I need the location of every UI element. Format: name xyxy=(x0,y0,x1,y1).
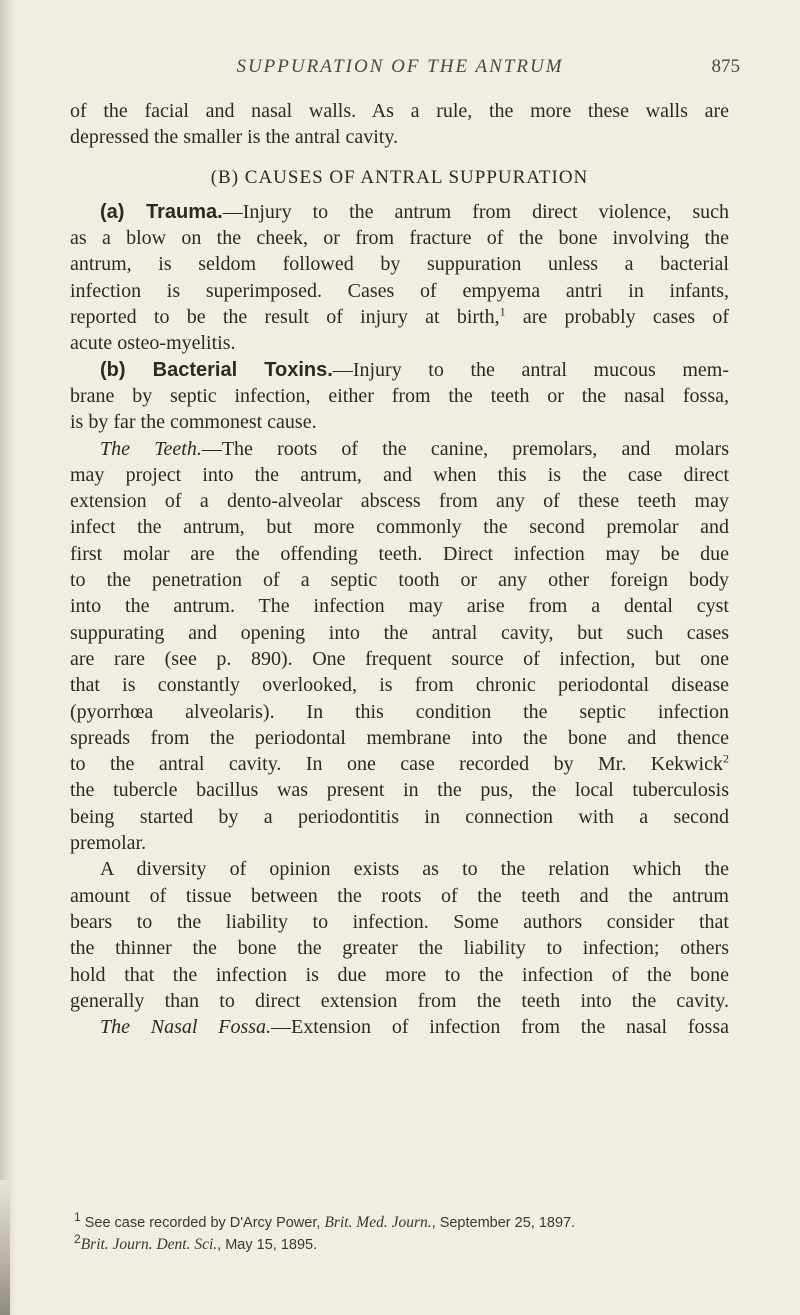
subsection-label-bacterial-toxins: (b) Bacterial Toxins. xyxy=(100,358,333,381)
page-header xyxy=(0,52,800,86)
text-line: the tubercle bacillus was present in the pus, the local tuberculosis xyxy=(70,779,729,802)
text-line: infect the antrum, but more commonly the second premolar and xyxy=(70,516,729,539)
footnotes xyxy=(74,1212,734,1256)
text-line xyxy=(70,436,729,462)
text-line: brane by septic infection, either from the teeth or the nasal fossa, xyxy=(70,384,729,407)
text-line: depressed the smaller is the antral cavity. xyxy=(70,126,399,149)
text-run: See case recorded by D'Arcy Power, xyxy=(80,1215,325,1231)
text-line: first molar are the offending teeth. Direct infection may be due xyxy=(70,542,729,565)
text-line: that is constantly overlooked, is from chronic periodontal disease xyxy=(70,674,729,697)
text-run: , September 25, 1897. xyxy=(431,1215,576,1231)
text-line: hold that the infection is due more to the infection of the bone xyxy=(70,963,729,986)
text-line: are rare (see p. 890). One frequent source of infection, but one xyxy=(70,647,729,670)
footnote-ref: 1 xyxy=(499,304,506,319)
citation-title: Brit. Med. Journ. xyxy=(324,1214,432,1231)
section-heading: (B) CAUSES OF ANTRAL SUPPURATION xyxy=(210,166,589,188)
text-line: antrum, is seldom followed by suppuration unless a bacterial xyxy=(70,253,729,276)
text-line: amount of tissue between the roots of the teeth and the antrum xyxy=(70,884,729,907)
text-line: as a blow on the cheek, or from fracture of the bone involving the xyxy=(70,227,729,250)
text-line: is by far the commonest cause. xyxy=(70,411,317,434)
text-line: extension of a dento-alveolar abscess from any of these teeth may xyxy=(70,490,729,513)
citation-title: Brit. Journ. Dent. Sci. xyxy=(80,1236,218,1253)
text-line: spreads from the periodontal membrane into the bone and thence xyxy=(70,726,729,749)
text-line: to the penetration of a septic tooth or any other foreign body xyxy=(70,569,729,592)
subsection-label-nasal-fossa: The Nasal Fossa. xyxy=(100,1016,272,1039)
footnote xyxy=(74,1212,734,1234)
text-line: may project into the antrum, and when this is the case direct xyxy=(70,463,729,486)
text-run: to the antral cavity. In one case recorded by Mr. Kekwick xyxy=(70,753,723,776)
text-run: reported to be the result of injury at birth, xyxy=(70,306,500,329)
text-run: are probably cases of xyxy=(505,306,729,329)
text-line: acute osteo-myelitis. xyxy=(70,332,236,355)
text-run: , May 15, 1895. xyxy=(217,1237,318,1253)
text-line: suppurating and opening into the antral cavity, but such cases xyxy=(70,621,729,644)
footnote-marker: 2 xyxy=(74,1232,81,1247)
footnote xyxy=(74,1234,734,1256)
body-text xyxy=(70,98,729,1040)
text-line: of the facial and nasal walls. As a rule, the more these walls are xyxy=(70,100,729,122)
text-run: —The roots of the canine, premolars, and molars xyxy=(201,437,729,460)
text-line: (pyorrhœa alveolaris). In this condition the septic infection xyxy=(70,700,729,723)
footnote-marker: 1 xyxy=(74,1210,81,1225)
text-line: premolar. xyxy=(70,832,147,855)
text-line: bears to the liability to infection. Some authors consider that xyxy=(70,910,729,933)
text-run: —Extension of infection from the nasal fossa xyxy=(271,1016,729,1039)
page-number: 875 xyxy=(711,56,740,77)
text-line: A diversity of opinion exists as to the relation which the xyxy=(100,858,729,881)
text-run: —Injury to the antrum from direct violence, such xyxy=(222,200,729,223)
text-line xyxy=(70,751,729,777)
text-line: being started by a periodontitis in connection with a second xyxy=(70,805,729,828)
text-line: the thinner the bone the greater the liability to infection; others xyxy=(70,937,729,960)
footnote-ref: 2 xyxy=(723,751,729,766)
subsection-label-trauma: (a) Trauma. xyxy=(100,200,223,223)
text-run: —Injury to the antral mucous mem- xyxy=(332,358,729,381)
running-head: SUPPURATION OF THE ANTRUM xyxy=(236,56,564,77)
text-line xyxy=(70,357,729,383)
subsection-label-teeth: The Teeth. xyxy=(100,437,202,460)
text-line xyxy=(70,304,729,330)
text-line xyxy=(70,1014,729,1040)
text-line: infection is superimposed. Cases of empyema antri in infants, xyxy=(70,279,729,302)
text-line: into the antrum. The infection may arise from a dental cyst xyxy=(70,595,729,618)
text-line: generally than to direct extension from the teeth into the cavity. xyxy=(70,989,729,1012)
text-line xyxy=(70,199,729,225)
